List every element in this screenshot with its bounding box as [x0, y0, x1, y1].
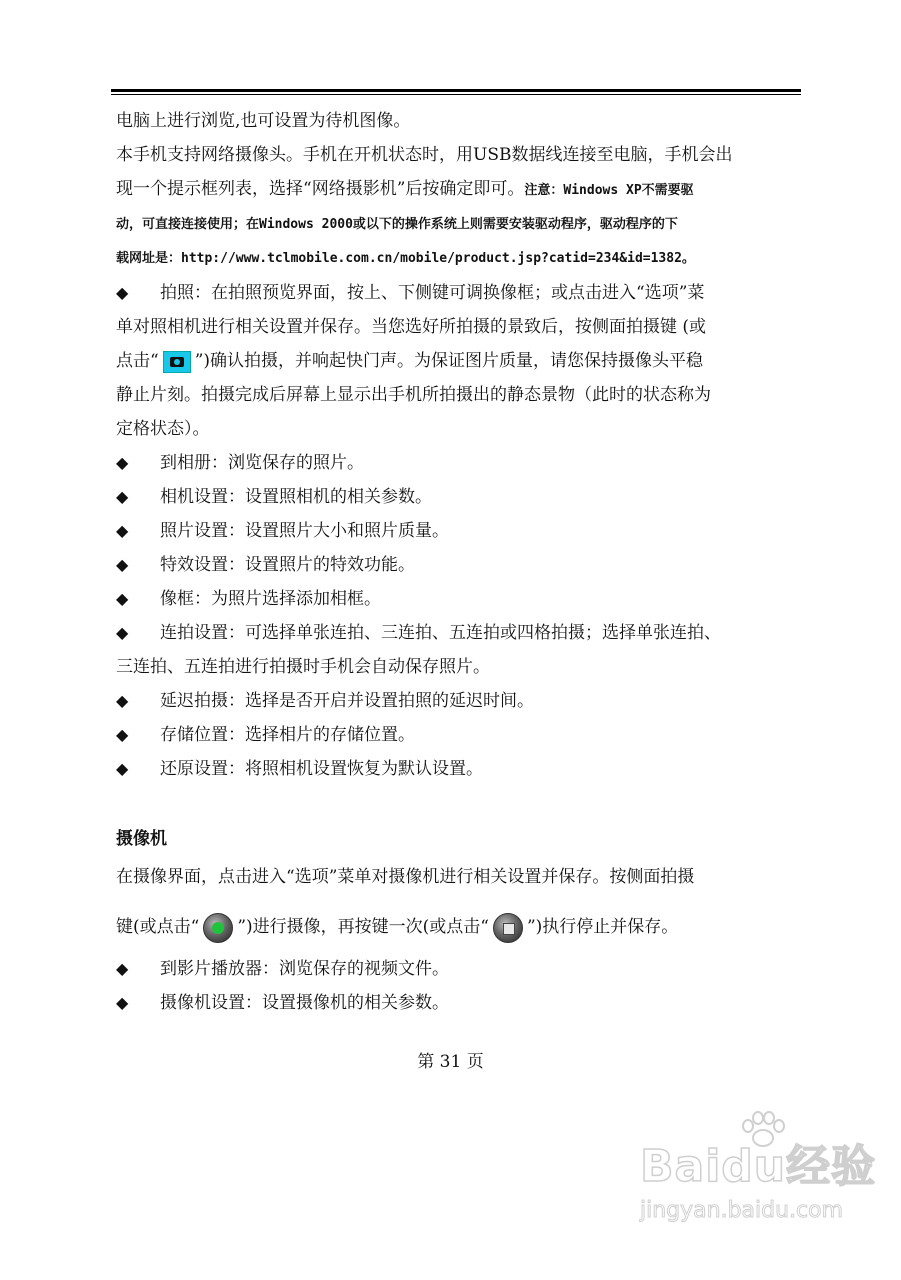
bullet-diamond-icon: ◆	[116, 589, 129, 608]
spacer	[116, 786, 800, 822]
bullet-item	[116, 446, 800, 480]
bullet-diamond-icon: ◆	[116, 487, 129, 506]
text-span: 现一个提示框列表，选择“网络摄影机”后按确定即可。	[116, 179, 525, 199]
bullet-diamond-icon: ◆	[116, 759, 129, 778]
watermark-logo: Baidu经验	[640, 1141, 877, 1192]
bullet-item	[116, 276, 800, 310]
bullet-item	[116, 480, 800, 514]
watermark-url: jingyan.baidu.com	[640, 1198, 844, 1223]
bullet-text: 摄像机设置：设置摄像机的相关参数。	[160, 993, 449, 1013]
baidu-paw-icon	[738, 1110, 788, 1150]
bullet-text: 还原设置：将照相机设置恢复为默认设置。	[160, 759, 483, 779]
text-line: 电脑上进行浏览,也可设置为待机图像。	[116, 111, 411, 131]
bullet-text: 特效设置：设置照片的特效功能。	[160, 555, 415, 575]
text-line: 定格状态）。	[116, 419, 210, 439]
page-content	[116, 104, 800, 1020]
bullet-item	[116, 986, 800, 1020]
text-line: 三连拍、五连拍进行拍摄时手机会自动保存照片。	[116, 657, 490, 677]
bullet-item	[116, 952, 800, 986]
text-line	[116, 172, 800, 208]
bullet-item	[116, 548, 800, 582]
bullet-diamond-icon: ◆	[116, 283, 129, 302]
watermark	[640, 1130, 880, 1250]
bullet-item	[116, 684, 800, 718]
bullet-text: 延迟拍摄：选择是否开启并设置拍照的延迟时间。	[160, 691, 534, 711]
bullet-item	[116, 616, 800, 650]
record-icon	[203, 913, 233, 943]
bullet-diamond-icon: ◆	[116, 959, 129, 978]
bullet-diamond-icon: ◆	[116, 521, 129, 540]
note-line: 动，可直接连接使用；在Windows 2000或以下的操作系统上则需要安装驱动程序，驱动程序的下	[116, 217, 678, 232]
note-line: 载网址是：http://www.tclmobile.com.cn/mobile/product.jsp?catid=234&id=1382。	[116, 251, 695, 266]
bullet-text: 存储位置：选择相片的存储位置。	[160, 725, 415, 745]
header-rule	[111, 89, 801, 92]
text-span: ”)确认拍摄，并响起快门声。为保证图片质量，请您保持摄像头平稳	[194, 351, 704, 371]
text-span: 点击“	[116, 351, 159, 371]
bullet-item	[116, 718, 800, 752]
bullet-item	[116, 514, 800, 548]
bullet-text: 到影片播放器：浏览保存的视频文件。	[160, 959, 449, 979]
note-text: 注意：Windows XP不需要驱	[524, 183, 694, 198]
text-line: 本手机支持网络摄像头。手机在开机状态时，用USB数据线连接至电脑，手机会出	[116, 145, 733, 165]
text-line: 静止片刻。拍摄完成后屏幕上显示出手机所拍摄出的静态景物（此时的状态称为	[116, 385, 711, 405]
text-line: 在摄像界面，点击进入“选项”菜单对摄像机进行相关设置并保存。按侧面拍摄	[116, 867, 695, 887]
bullet-text: 拍照：在拍照预览界面，按上、下侧键可调换像框；或点击进入“选项”菜	[160, 283, 705, 303]
bullet-diamond-icon: ◆	[116, 555, 129, 574]
camera-icon	[163, 351, 191, 373]
bullet-text: 相机设置：设置照相机的相关参数。	[160, 487, 432, 507]
stop-icon	[493, 913, 523, 943]
bullet-diamond-icon: ◆	[116, 725, 129, 744]
bullet-text: 像框：为照片选择添加相框。	[160, 589, 381, 609]
text-span: ”)执行停止并保存。	[526, 917, 679, 937]
bullet-diamond-icon: ◆	[116, 691, 129, 710]
bullet-item	[116, 582, 800, 616]
text-line	[116, 902, 800, 952]
text-span: 键(或点击“	[116, 917, 200, 937]
bullet-diamond-icon: ◆	[116, 623, 129, 642]
header-rule-thin	[111, 94, 801, 95]
text-line	[116, 344, 800, 378]
bullet-item	[116, 752, 800, 786]
bullet-text: 连拍设置：可选择单张连拍、三连拍、五连拍或四格拍摄；选择单张连拍、	[160, 623, 721, 643]
bullet-diamond-icon: ◆	[116, 993, 129, 1012]
bullet-diamond-icon: ◆	[116, 453, 129, 472]
text-span: ”)进行摄像，再按键一次(或点击“	[237, 917, 489, 937]
text-line: 单对照相机进行相关设置并保存。当您选好所拍摄的景致后，按侧面拍摄键 (或	[116, 317, 707, 337]
section-heading: 摄像机	[116, 829, 167, 849]
bullet-text: 到相册：浏览保存的照片。	[160, 453, 364, 473]
bullet-text: 照片设置：设置照片大小和照片质量。	[160, 521, 449, 541]
page-number: 第 31 页	[417, 1052, 484, 1072]
